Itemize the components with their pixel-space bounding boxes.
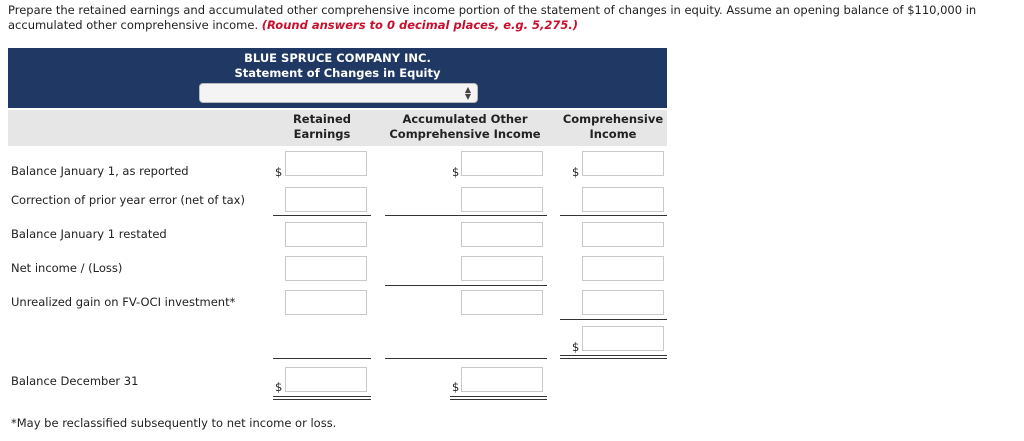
subtotal-line — [273, 215, 371, 216]
row-label-balance-jan1-restated: Balance January 1 restated — [11, 227, 167, 241]
input-aoci-balance-dec31[interactable] — [461, 367, 543, 392]
input-re-balance-dec31[interactable] — [285, 367, 367, 392]
row-label-correction: Correction of prior year error (net of tax) — [11, 193, 245, 207]
input-re-unrealized-gain[interactable] — [285, 290, 367, 315]
input-ci-unrealized-gain[interactable] — [582, 290, 664, 315]
dollar-sign: $ — [275, 380, 283, 394]
total-double-line — [450, 396, 547, 400]
dollar-sign: $ — [452, 165, 460, 179]
footnote: *May be reclassified subsequently to net income or loss. — [11, 416, 337, 430]
input-aoci-restated[interactable] — [461, 222, 543, 247]
subtotal-line — [560, 215, 667, 216]
total-double-line — [273, 396, 371, 400]
input-ci-restated[interactable] — [582, 222, 664, 247]
input-ci-net-income[interactable] — [582, 256, 664, 281]
dollar-sign: $ — [275, 165, 283, 179]
input-aoci-net-income[interactable] — [461, 256, 543, 281]
subtotal-line — [560, 319, 667, 320]
input-aoci-unrealized-gain[interactable] — [461, 290, 543, 315]
subtotal-line — [385, 285, 547, 286]
statement-title: Statement of Changes in Equity — [234, 66, 441, 80]
total-double-line — [560, 355, 667, 359]
col-header-comprehensive-income: Comprehensive Income — [562, 112, 664, 141]
input-ci-correction[interactable] — [582, 187, 664, 212]
row-label-balance-jan1-reported: Balance January 1, as reported — [11, 164, 189, 178]
col-header-retained-earnings: Retained Earnings — [292, 112, 352, 141]
input-re-restated[interactable] — [285, 222, 367, 247]
subtotal-line — [385, 215, 547, 216]
instructions-text: Prepare the retained earnings and accumulated other comprehensive income portion of the statement of changes in equity. Assume an opening balance of $110,000 in accumulated other comprehensive income. — [8, 3, 977, 32]
instructions — [8, 3, 1018, 33]
dollar-sign: $ — [572, 340, 580, 354]
subtotal-line — [273, 358, 371, 359]
date-select[interactable] — [199, 83, 478, 103]
company-name: BLUE SPRUCE COMPANY INC. — [244, 51, 431, 65]
input-aoci-balance-jan1[interactable] — [461, 151, 543, 176]
rounding-note: (Round answers to 0 decimal places, e.g. 5,275.) — [261, 18, 578, 32]
input-re-correction[interactable] — [285, 187, 367, 212]
row-label-balance-dec31: Balance December 31 — [11, 374, 139, 388]
row-label-unrealized-gain: Unrealized gain on FV-OCI investment* — [11, 295, 236, 309]
col-header-aoci: Accumulated Other Comprehensive Income — [389, 112, 541, 141]
input-aoci-correction[interactable] — [461, 187, 543, 212]
row-label-net-income: Net income / (Loss) — [11, 261, 123, 275]
input-ci-balance-jan1[interactable] — [582, 151, 664, 176]
dollar-sign: $ — [572, 165, 580, 179]
input-re-balance-jan1[interactable] — [285, 151, 367, 176]
dollar-sign: $ — [452, 380, 460, 394]
input-re-net-income[interactable] — [285, 256, 367, 281]
subtotal-line — [385, 358, 547, 359]
select-arrows-icon: ▲ ▼ — [464, 85, 471, 101]
input-ci-total[interactable] — [582, 326, 664, 351]
